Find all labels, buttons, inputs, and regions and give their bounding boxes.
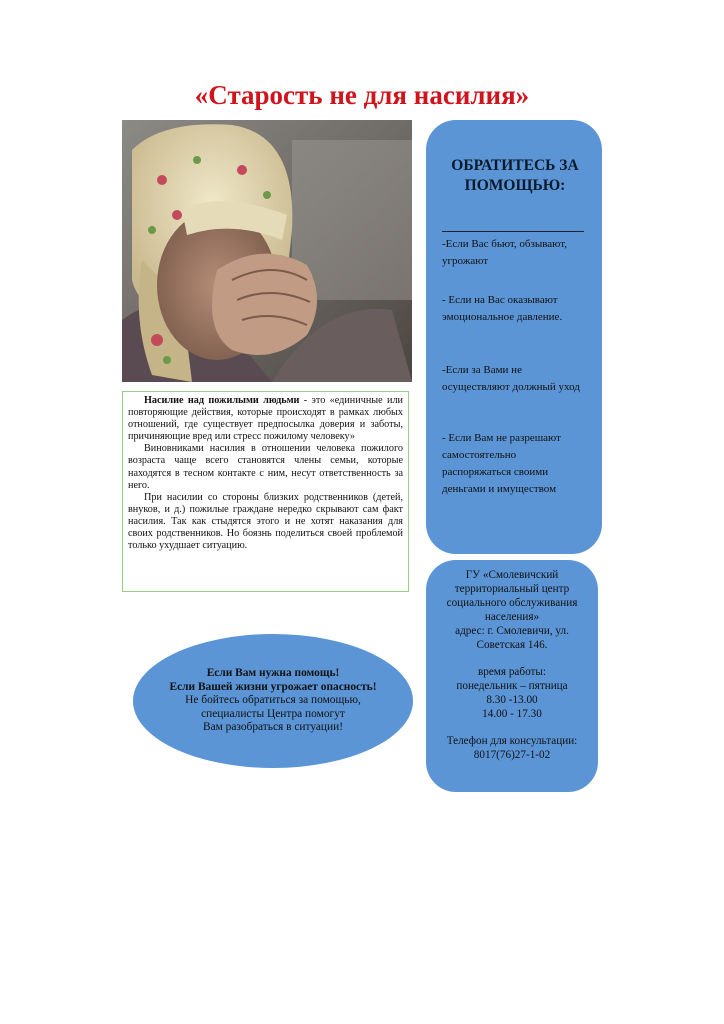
callout-line: Не бойтесь обратиться за помощью, [185, 694, 361, 707]
center-contact-panel [426, 560, 598, 792]
photo-elderly-woman [122, 120, 412, 382]
help-item: - Если Вам не разрешают самостоятельно распоряжаться своими деньгами и имуществом [442, 432, 561, 495]
hours-label: время работы: [477, 666, 547, 678]
divider [442, 231, 584, 232]
work-days: понедельник – пятница [456, 680, 568, 692]
paragraph-hiding: При насилии со стороны близких родственников (детей, внуков, и д.) пожилые граждане нередко скрывают сам факт насилия. Так как стыдятся этого и не хотят наказания для своих родственников. Но боязнь поделиться своей проблемой только ухудшает ситуацию. [128, 491, 403, 552]
poster-title: «Старость не для насилия» [194, 80, 530, 110]
callout-line: Если Вашей жизни угрожает опасность! [169, 680, 377, 693]
definition-term: Насилие над пожилыми людьми [144, 395, 300, 406]
center-address: адрес: г. Смолевичи, ул. Советская 146. [455, 625, 569, 651]
help-item: -Если за Вами не осуществляют должный уход [442, 364, 580, 393]
paragraph-definition [128, 395, 403, 443]
center-name: ГУ «Смолевичский территориальный центр социального обслуживания населения» [446, 569, 578, 623]
help-panel [426, 120, 602, 554]
help-item: -Если Вас бьют, обзывают, угрожают [442, 238, 567, 267]
callout-line: Вам разобраться в ситуации! [202, 721, 344, 734]
definition-body: - это «единичные или повторяющие действия, которые происходят в рамках любых отношений, где существует предпосылка доверия и заботы, причиняющие вред или стресс пожилому человеку» [128, 395, 403, 443]
help-item: - Если на Вас оказывают эмоциональное давление. [442, 294, 563, 323]
callout-line: специалисты Центра помогут [201, 707, 345, 720]
violence-definition-text [122, 391, 409, 592]
help-callout-ellipse [133, 634, 413, 768]
help-title: ОБРАТИТЕСЬ ЗА ПОМОЩЬЮ: [451, 157, 579, 194]
paragraph-perpetrators: Виновниками насилия в отношении человека пожилого возраста чаще всего становятся члены семьи, которые находятся в тесном контакте с ним, несут ответственность за него. [128, 443, 403, 491]
callout-line: Если Вам нужна помощь! [206, 667, 340, 680]
hours-afternoon: 14.00 - 17.30 [482, 708, 542, 720]
phone-label: Телефон для консультации: [446, 735, 578, 747]
phone-number: 8017(76)27-1-02 [473, 749, 551, 761]
hours-morning: 8.30 -13.00 [486, 694, 538, 706]
